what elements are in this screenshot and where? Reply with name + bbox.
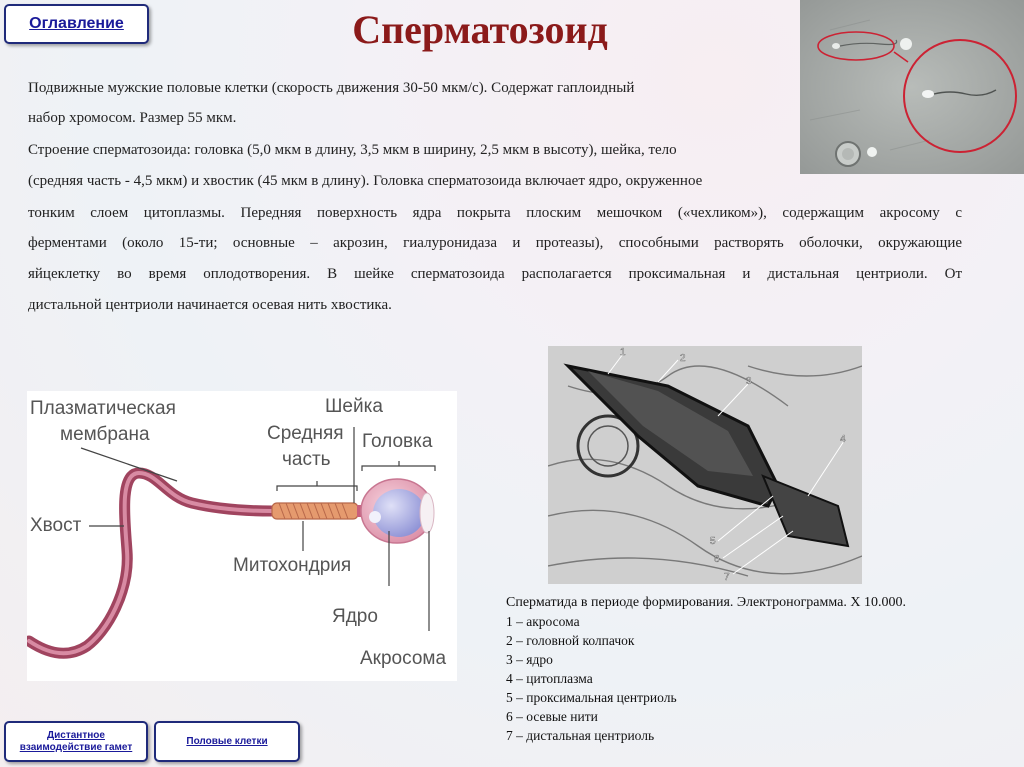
- legend-item: 1 – акросома: [506, 614, 580, 629]
- text-line: дистальной центриоли начинается осевая нить хвостика.: [28, 297, 392, 313]
- micrograph-legend: [506, 593, 1006, 745]
- legend-caption: Сперматида в периоде формирования. Электронограмма. Х 10.000.: [506, 595, 906, 610]
- sex-cells-button[interactable]: Половые клетки: [154, 721, 300, 762]
- label-mitochondria: Митохондрия: [233, 555, 352, 576]
- label-tail: Хвост: [30, 515, 82, 536]
- legend-item: 7 – дистальная центриоль: [506, 728, 655, 743]
- em-label-6: 6: [714, 554, 720, 565]
- em-label-3: 3: [746, 376, 752, 387]
- label-acrosome: Акросома: [360, 648, 447, 669]
- em-label-1: 1: [620, 347, 626, 358]
- legend-item: 3 – ядро: [506, 652, 553, 667]
- electron-micrograph: [548, 346, 862, 584]
- label-neck: Шейка: [325, 396, 383, 417]
- legend-item: 5 – проксимальная центриоль: [506, 690, 677, 705]
- sperm-structure-diagram: [27, 391, 457, 681]
- em-label-7: 7: [724, 572, 730, 583]
- em-label-2: 2: [680, 353, 686, 364]
- toc-button[interactable]: Оглавление: [4, 4, 149, 44]
- remote-interaction-button[interactable]: Дистантное взаимодействие гамет: [4, 721, 148, 762]
- legend-item: 4 – цитоплазма: [506, 671, 593, 686]
- text-line: яйцеклетку во время оплодотворения. В шейке сперматозоида располагается проксимальная и дистальная центриоли. От: [28, 266, 962, 282]
- label-nucleus: Ядро: [332, 606, 378, 627]
- text-line: ферментами (около 15-ти; основные – акрозин, гиалуронидаза и протеазы), способными растворять оболочки, окружающие: [28, 235, 962, 251]
- microscope-photo: [800, 0, 1024, 174]
- text-line: (средняя часть - 4,5 мкм) и хвостик (45 мкм в длину). Головка сперматозоида включает ядро, окруженное: [28, 173, 703, 189]
- em-label-4: 4: [840, 434, 846, 445]
- label-membrane-1: Плазматическая: [30, 398, 176, 419]
- label-midpiece-1: Средняя: [267, 423, 344, 444]
- label-midpiece-2: часть: [282, 449, 331, 470]
- label-head: Головка: [362, 431, 433, 452]
- page-title: Сперматозоид: [352, 7, 608, 52]
- legend-item: 6 – осевые нити: [506, 709, 598, 724]
- label-membrane-2: мембрана: [60, 424, 150, 445]
- text-line: тонким слоем цитоплазмы. Передняя поверхность ядра покрыта плоским мешочком («чехликом»), содержащим акросому с: [28, 205, 962, 221]
- em-label-5: 5: [710, 536, 716, 547]
- text-line: набор хромосом. Размер 55 мкм.: [28, 110, 237, 126]
- text-line: Строение сперматозоида: головка (5,0 мкм в длину, 3,5 мкм в ширину, 2,5 мкм в высоту), шейка, тело: [28, 142, 677, 158]
- legend-item: 2 – головной колпачок: [506, 633, 635, 648]
- text-line: Подвижные мужские половые клетки (скорость движения 30-50 мкм/с). Содержат гаплоидный: [28, 80, 635, 96]
